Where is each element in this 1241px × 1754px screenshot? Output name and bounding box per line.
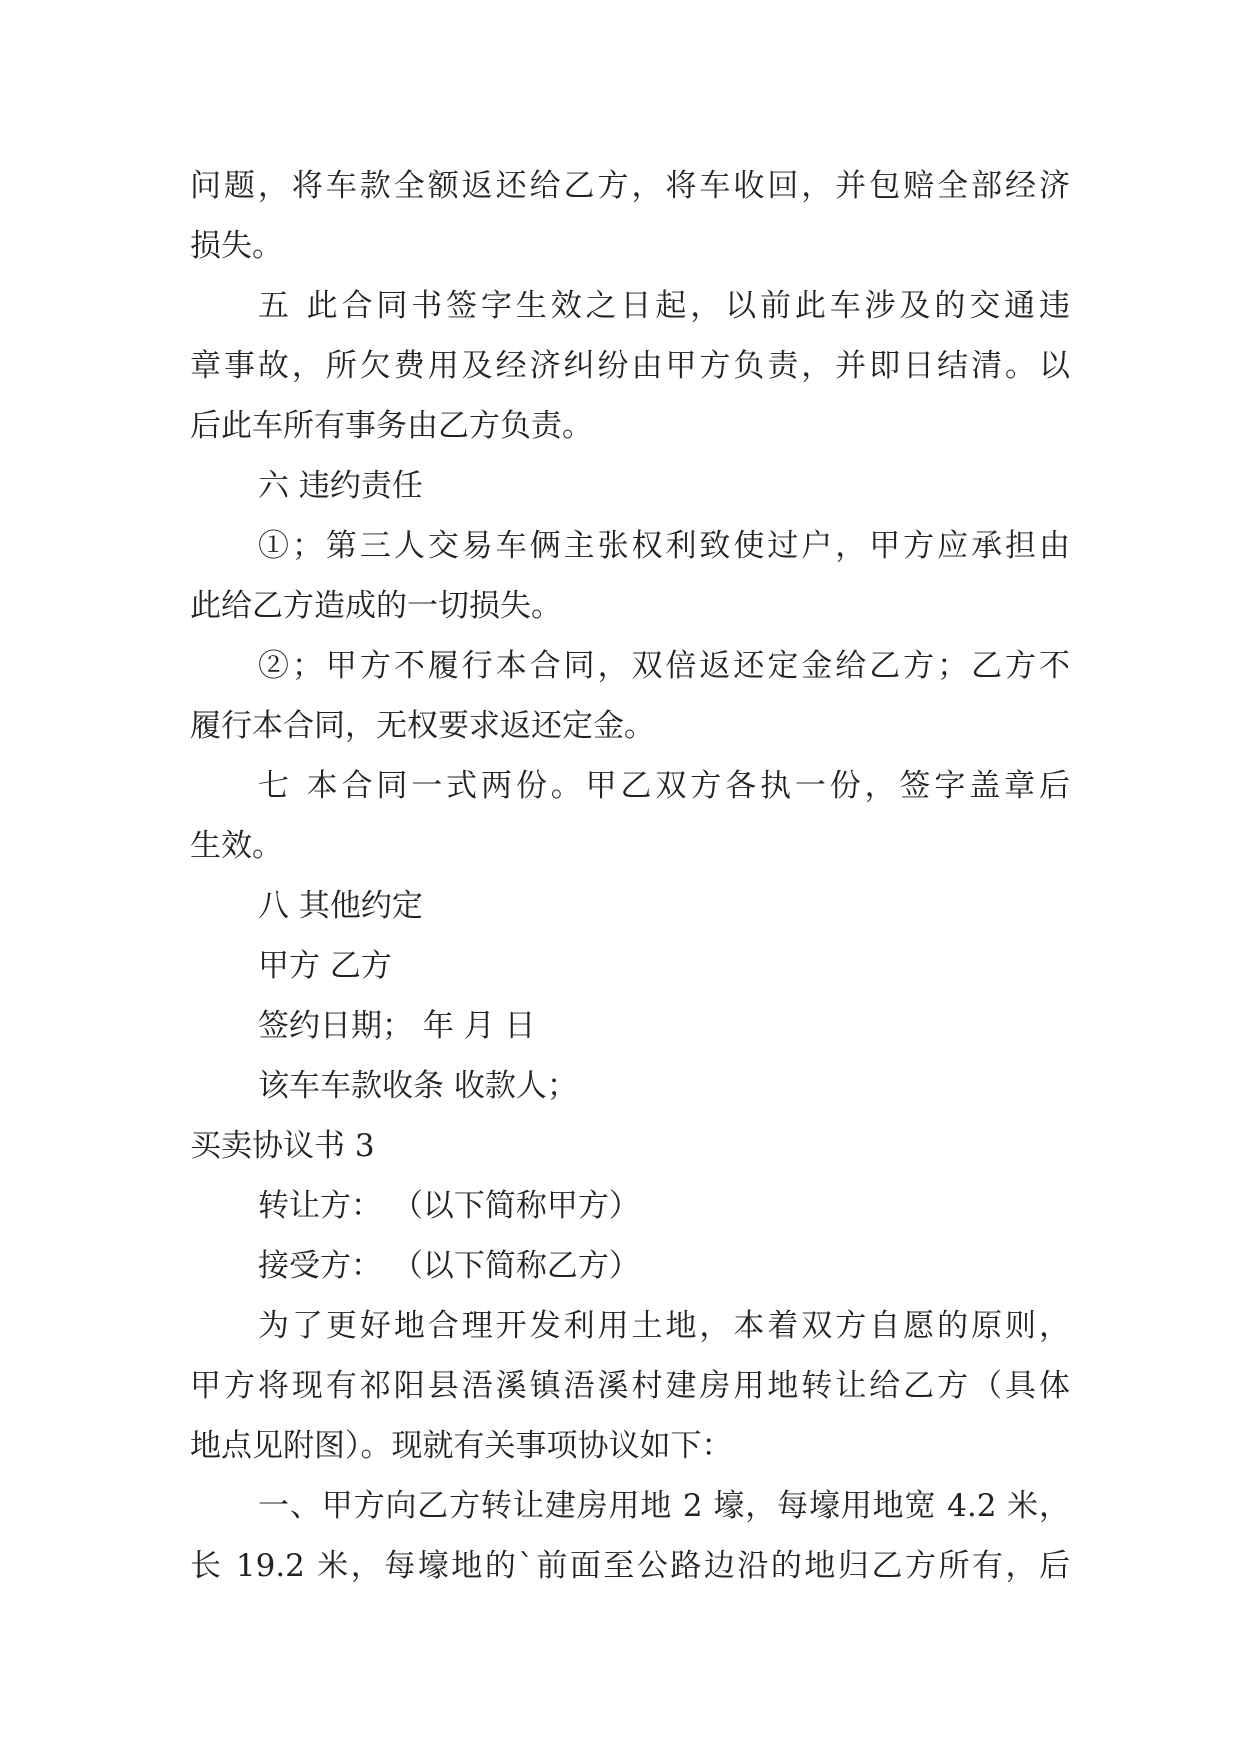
text-line: 生效。 (190, 828, 283, 864)
text-line: 问题，将车款全额返还给乙方，将车收回，并包赔全部经济 (190, 168, 1070, 204)
section-heading: 六 违约责任 (258, 468, 423, 504)
text-line: 七 本合同一式两份。甲乙双方各执一份，签字盖章后 (258, 768, 1070, 804)
text-line: ①；第三人交易车俩主张权利致使过户，甲方应承担由 (258, 528, 1070, 564)
text-line: 一、甲方向乙方转让建房用地 2 壕，每壕用地宽 4.2 米， (258, 1488, 1070, 1524)
text-line: 损失。 (190, 228, 283, 264)
text-line: ②；甲方不履行本合同，双倍返还定金给乙方；乙方不 (258, 648, 1070, 684)
transferee-line: 接受方： （以下简称乙方） (258, 1248, 640, 1284)
signature-parties: 甲方 乙方 (258, 948, 392, 984)
text-line: 地点见附图）。现就有关事项协议如下： (190, 1428, 733, 1464)
text-line: 章事故，所欠费用及经济纠纷由甲方负责，并即日结清。以 (190, 348, 1070, 384)
text-line: 五 此合同书签字生效之日起，以前此车涉及的交通违 (258, 288, 1070, 324)
signing-date: 签约日期； 年 月 日 (258, 1008, 536, 1044)
text-line: 后此车所有事务由乙方负责。 (190, 408, 593, 444)
text-line: 甲方将现有祁阳县浯溪镇浯溪村建房用地转让给乙方（具体 (190, 1368, 1070, 1404)
section-heading: 八 其他约定 (258, 888, 423, 924)
text-line: 为了更好地合理开发利用土地，本着双方自愿的原则， (258, 1308, 1070, 1344)
text-line: 此给乙方造成的一切损失。 (190, 588, 562, 624)
receipt-line: 该车车款收条 收款人； (258, 1068, 578, 1104)
text-line: 长 19.2 米，每壕地的`前面至公路边沿的地归乙方所有，后 (190, 1548, 1070, 1584)
text-line: 履行本合同，无权要求返还定金。 (190, 708, 655, 744)
transferor-line: 转让方： （以下简称甲方） (258, 1188, 640, 1224)
document-title: 买卖协议书 3 (190, 1128, 375, 1164)
